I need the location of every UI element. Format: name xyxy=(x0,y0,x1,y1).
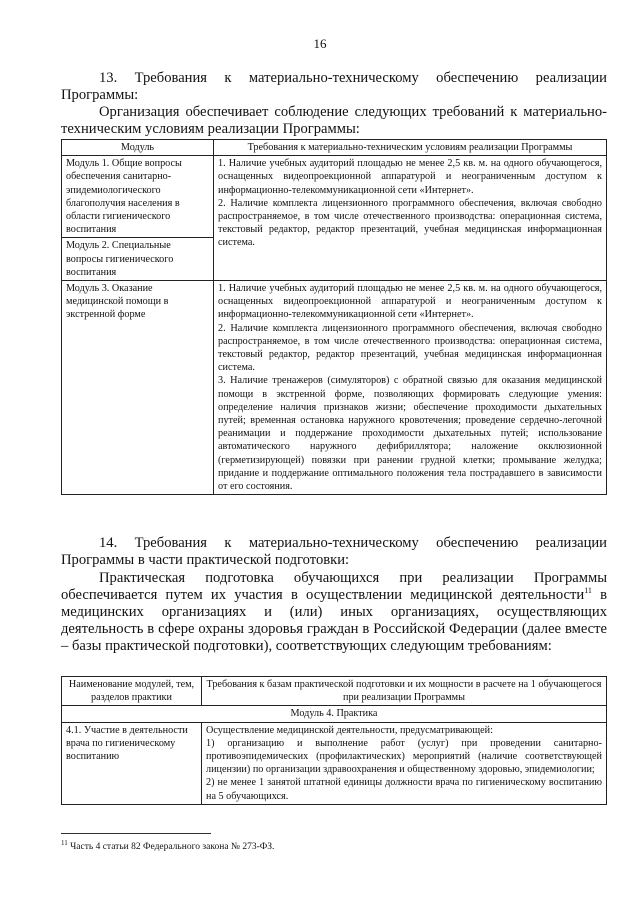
table-row xyxy=(62,706,607,722)
requirement-item: Осуществление медицинской деятельности, предусматривающей: xyxy=(206,724,493,736)
footnote-text: Часть 4 статьи 82 Федерального закона № 273-ФЗ. xyxy=(67,842,275,853)
requirement-item: 2) не менее 1 занятой штатной единицы должности врача по гигиеническому воспитанию на 5 обучающихся. xyxy=(206,777,602,802)
practice-requirements-cell xyxy=(202,722,607,804)
table-row xyxy=(62,281,607,495)
requirement-item: 1. Наличие учебных аудиторий площадью не менее 2,5 кв. м. на одного обучающегося, оснащенных видеопроекционной аппаратурой и неограниченным доступом к информационно-телекоммуникационной сети «Интернет». xyxy=(218,158,602,196)
requirement-item: 1) организацию и выполнение работ (услуг) при проведении санитарно-противоэпидемических (профилактических) мероприятий (наличие соответствующей лицензии) по организации здравоохранения и общественному здоровью, эпидемиологии; xyxy=(206,737,602,776)
footnote-number: 11 xyxy=(61,839,68,847)
section-13-intro: Организация обеспечивает соблюдение следующих требований к материально-техническим условиям реализации Программы: xyxy=(61,104,607,137)
page-number: 16 xyxy=(313,36,327,51)
requirement-item: 3. Наличие тренажеров (симуляторов) с обратной связью для оказания медицинской помощи в экстренной форме, позволяющих формировать следующие умения: определение наличия признаков жизни; обеспечение проходимости дыхательных путей; временная остановка наружного кровотечения; проведение сердечно-легочной реанимации и поддержание проходимости дыхательных путей; использование автоматического наружного дефибриллятора; наложение окклюзионной (герметизирующей) повязки при ранении грудной клетки; промывание желудка; придание и поддержание оптимального положения тела пострадавшего в зависимости от его состояния. xyxy=(218,375,602,493)
table-row xyxy=(62,156,607,238)
module-1-cell: Модуль 1. Общие вопросы обеспечения санитарно-эпидемиологического благополучия населения в области гигиенического воспитания xyxy=(62,156,214,238)
footnote-divider xyxy=(61,833,211,834)
column-header-module: Модуль xyxy=(62,140,214,156)
table-row xyxy=(62,722,607,804)
column-header-module-name: Наименование модулей, тем, разделов практики xyxy=(62,677,202,706)
section-14-body xyxy=(61,570,607,655)
table-header-row xyxy=(62,677,607,706)
column-header-base-requirements: Требования к базам практической подготовки и их мощности в расчете на 1 обучающегося при реализации Программы xyxy=(202,677,607,706)
footnote xyxy=(61,839,607,852)
requirement-item: 2. Наличие комплекта лицензионного программного обеспечения, включая свободно распространяемое, в том числе отечественного производства: операционная система, текстовый редактор, редактор презентаций, учебная медицинская информационная система. xyxy=(218,197,602,249)
column-header-requirements: Требования к материально-техническим условиям реализации Программы xyxy=(214,140,607,156)
requirements-cell-3 xyxy=(214,281,607,495)
requirements-cell-1-2 xyxy=(214,156,607,281)
footnote-reference: 11 xyxy=(584,586,592,596)
practice-topic-cell: 4.1. Участие в деятельности врача по гигиеническому воспитанию xyxy=(62,722,202,804)
module-4-heading: Модуль 4. Практика xyxy=(62,706,607,722)
section-13-heading: 13. Требования к материально-техническому обеспечению реализации Программы: xyxy=(61,70,607,103)
section-14-heading: 14. Требования к материально-техническому обеспечению реализации Программы в части практической подготовки: xyxy=(61,535,607,568)
section-14-body-text: Практическая подготовка обучающихся при реализации Программы обеспечивается путем их участия в осуществлении медицинской деятельности xyxy=(61,570,607,603)
requirement-item: 2. Наличие комплекта лицензионного программного обеспечения, включая свободно распространяемое, в том числе отечественного производства: операционная система, текстовый редактор, редактор презентаций, учебная медицинская информационная система. xyxy=(218,322,602,374)
requirement-item: 1. Наличие учебных аудиторий площадью не менее 2,5 кв. м. на одного обучающегося, оснащенных видеопроекционной аппаратурой и неограниченным доступом к информационно-телекоммуникационной сети «Интернет». xyxy=(218,283,602,321)
module-2-cell: Модуль 2. Специальные вопросы гигиенического воспитания xyxy=(62,238,214,281)
requirements-table xyxy=(61,139,607,495)
table-header-row xyxy=(62,140,607,156)
practice-bases-table xyxy=(61,676,607,805)
module-3-cell: Модуль 3. Оказание медицинской помощи в экстренной форме xyxy=(62,281,214,495)
section-14-body-text-continued: в медицинских организациях и (или) иных организациях, осуществляющих деятельность в сфере охраны здоровья граждан в Российской Федерации (далее вместе – базы практической подготовки), соответствующих следующим требованиям: xyxy=(61,587,607,654)
